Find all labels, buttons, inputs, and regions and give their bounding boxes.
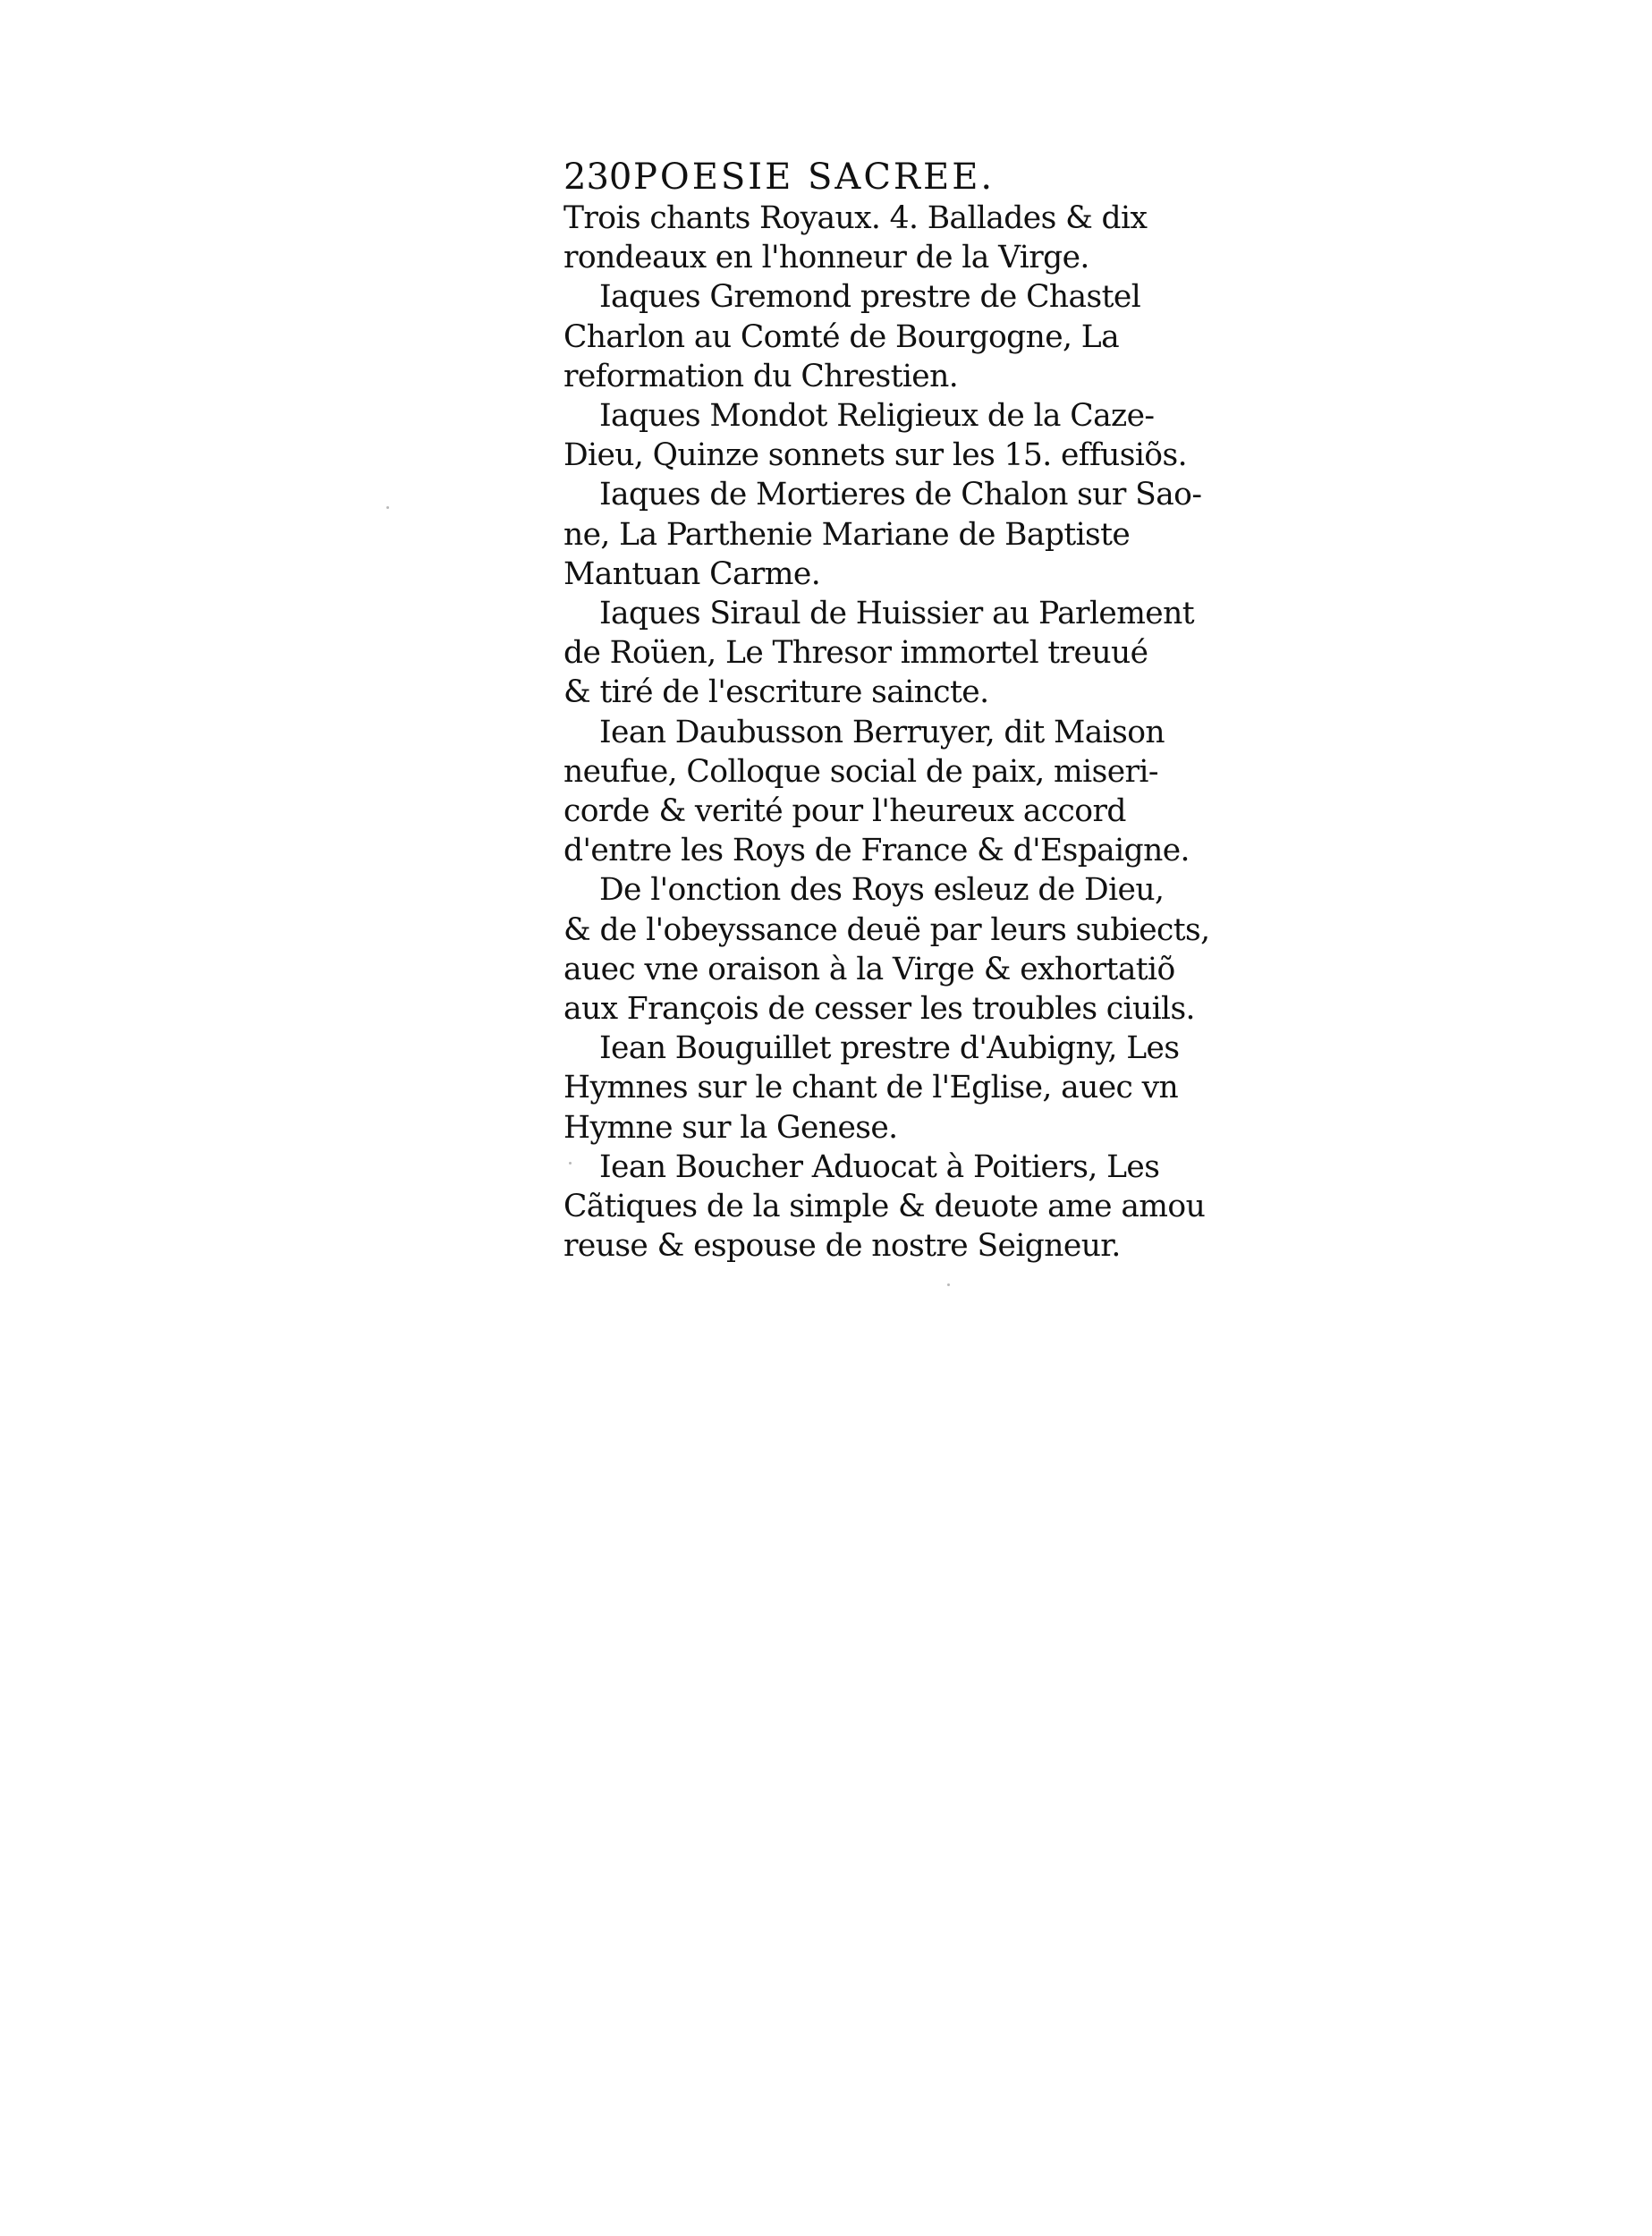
entry-onction: [563, 870, 1210, 1029]
entry-bouguillet: [563, 1029, 1180, 1148]
page-number: 230: [563, 157, 632, 198]
text-line: Mantuan Carme.: [563, 555, 821, 592]
entry-continuation: [563, 199, 1148, 277]
entry-daubusson: [563, 713, 1190, 871]
text-line: Hymne sur la Genese.: [563, 1109, 898, 1146]
text-line: Iean Boucher Aduocat à Poitiers, Les: [599, 1148, 1160, 1185]
entry-mondot: [563, 396, 1187, 475]
text-line: auec vne oraison à la Virge & exhortatiõ: [563, 951, 1175, 987]
running-header: [563, 152, 1136, 202]
running-title: POESIE SACREE.: [633, 157, 995, 198]
text-line: corde & verité pour l'heureux accord: [563, 793, 1126, 830]
text-line: & tiré de l'escriture saincte.: [563, 674, 989, 711]
text-line: De l'onction des Roys esleuz de Dieu,: [599, 872, 1165, 909]
paper-speck: [947, 1283, 950, 1286]
text-line: de Roüen, Le Thresor immortel treuué: [563, 635, 1148, 672]
text-line: Cãtiques de la simple & deuote ame amou: [563, 1189, 1206, 1225]
text-line: Iaques de Mortieres de Chalon sur Sao-: [599, 477, 1202, 513]
text-line: Iaques Mondot Religieux de la Caze-: [599, 398, 1155, 435]
text-line: reuse & espouse de nostre Seigneur.: [563, 1228, 1121, 1265]
text-line: Iean Daubusson Berruyer, dit Maison: [599, 714, 1165, 750]
text-line: reformation du Chrestien.: [563, 358, 959, 394]
text-line: rondeaux en l'honneur de la Virge.: [563, 240, 1089, 276]
entry-mortieres: [563, 475, 1202, 594]
text-line: Hymnes sur le chant de l'Eglise, auec vn: [563, 1070, 1179, 1106]
entry-boucher: [563, 1148, 1206, 1266]
paper-speck: [386, 506, 389, 509]
text-line: neufue, Colloque social de paix, miseri-: [563, 753, 1158, 790]
paper-speck: [569, 1162, 572, 1165]
text-line: aux François de cesser les troubles ciuils.: [563, 991, 1195, 1028]
entry-gremond: [563, 277, 1141, 396]
text-line: Trois chants Royaux. 4. Ballades & dix: [563, 200, 1148, 236]
text-line: Dieu, Quinze sonnets sur les 15. effusiõs.: [563, 437, 1187, 474]
body-text: [563, 199, 1210, 1266]
text-line: Iean Bouguillet prestre d'Aubigny, Les: [599, 1030, 1180, 1067]
text-line: Iaques Siraul de Huissier au Parlement: [599, 596, 1195, 632]
text-line: d'entre les Roys de France & d'Espaigne.: [563, 833, 1190, 869]
text-line: Charlon au Comté de Bourgogne, La: [563, 318, 1120, 355]
entry-sirauld: [563, 594, 1195, 713]
text-line: Iaques Gremond prestre de Chastel: [599, 279, 1141, 316]
text-line: & de l'obeyssance deuë par leurs subiects,: [563, 911, 1210, 948]
text-line: ne, La Parthenie Mariane de Baptiste: [563, 516, 1131, 553]
